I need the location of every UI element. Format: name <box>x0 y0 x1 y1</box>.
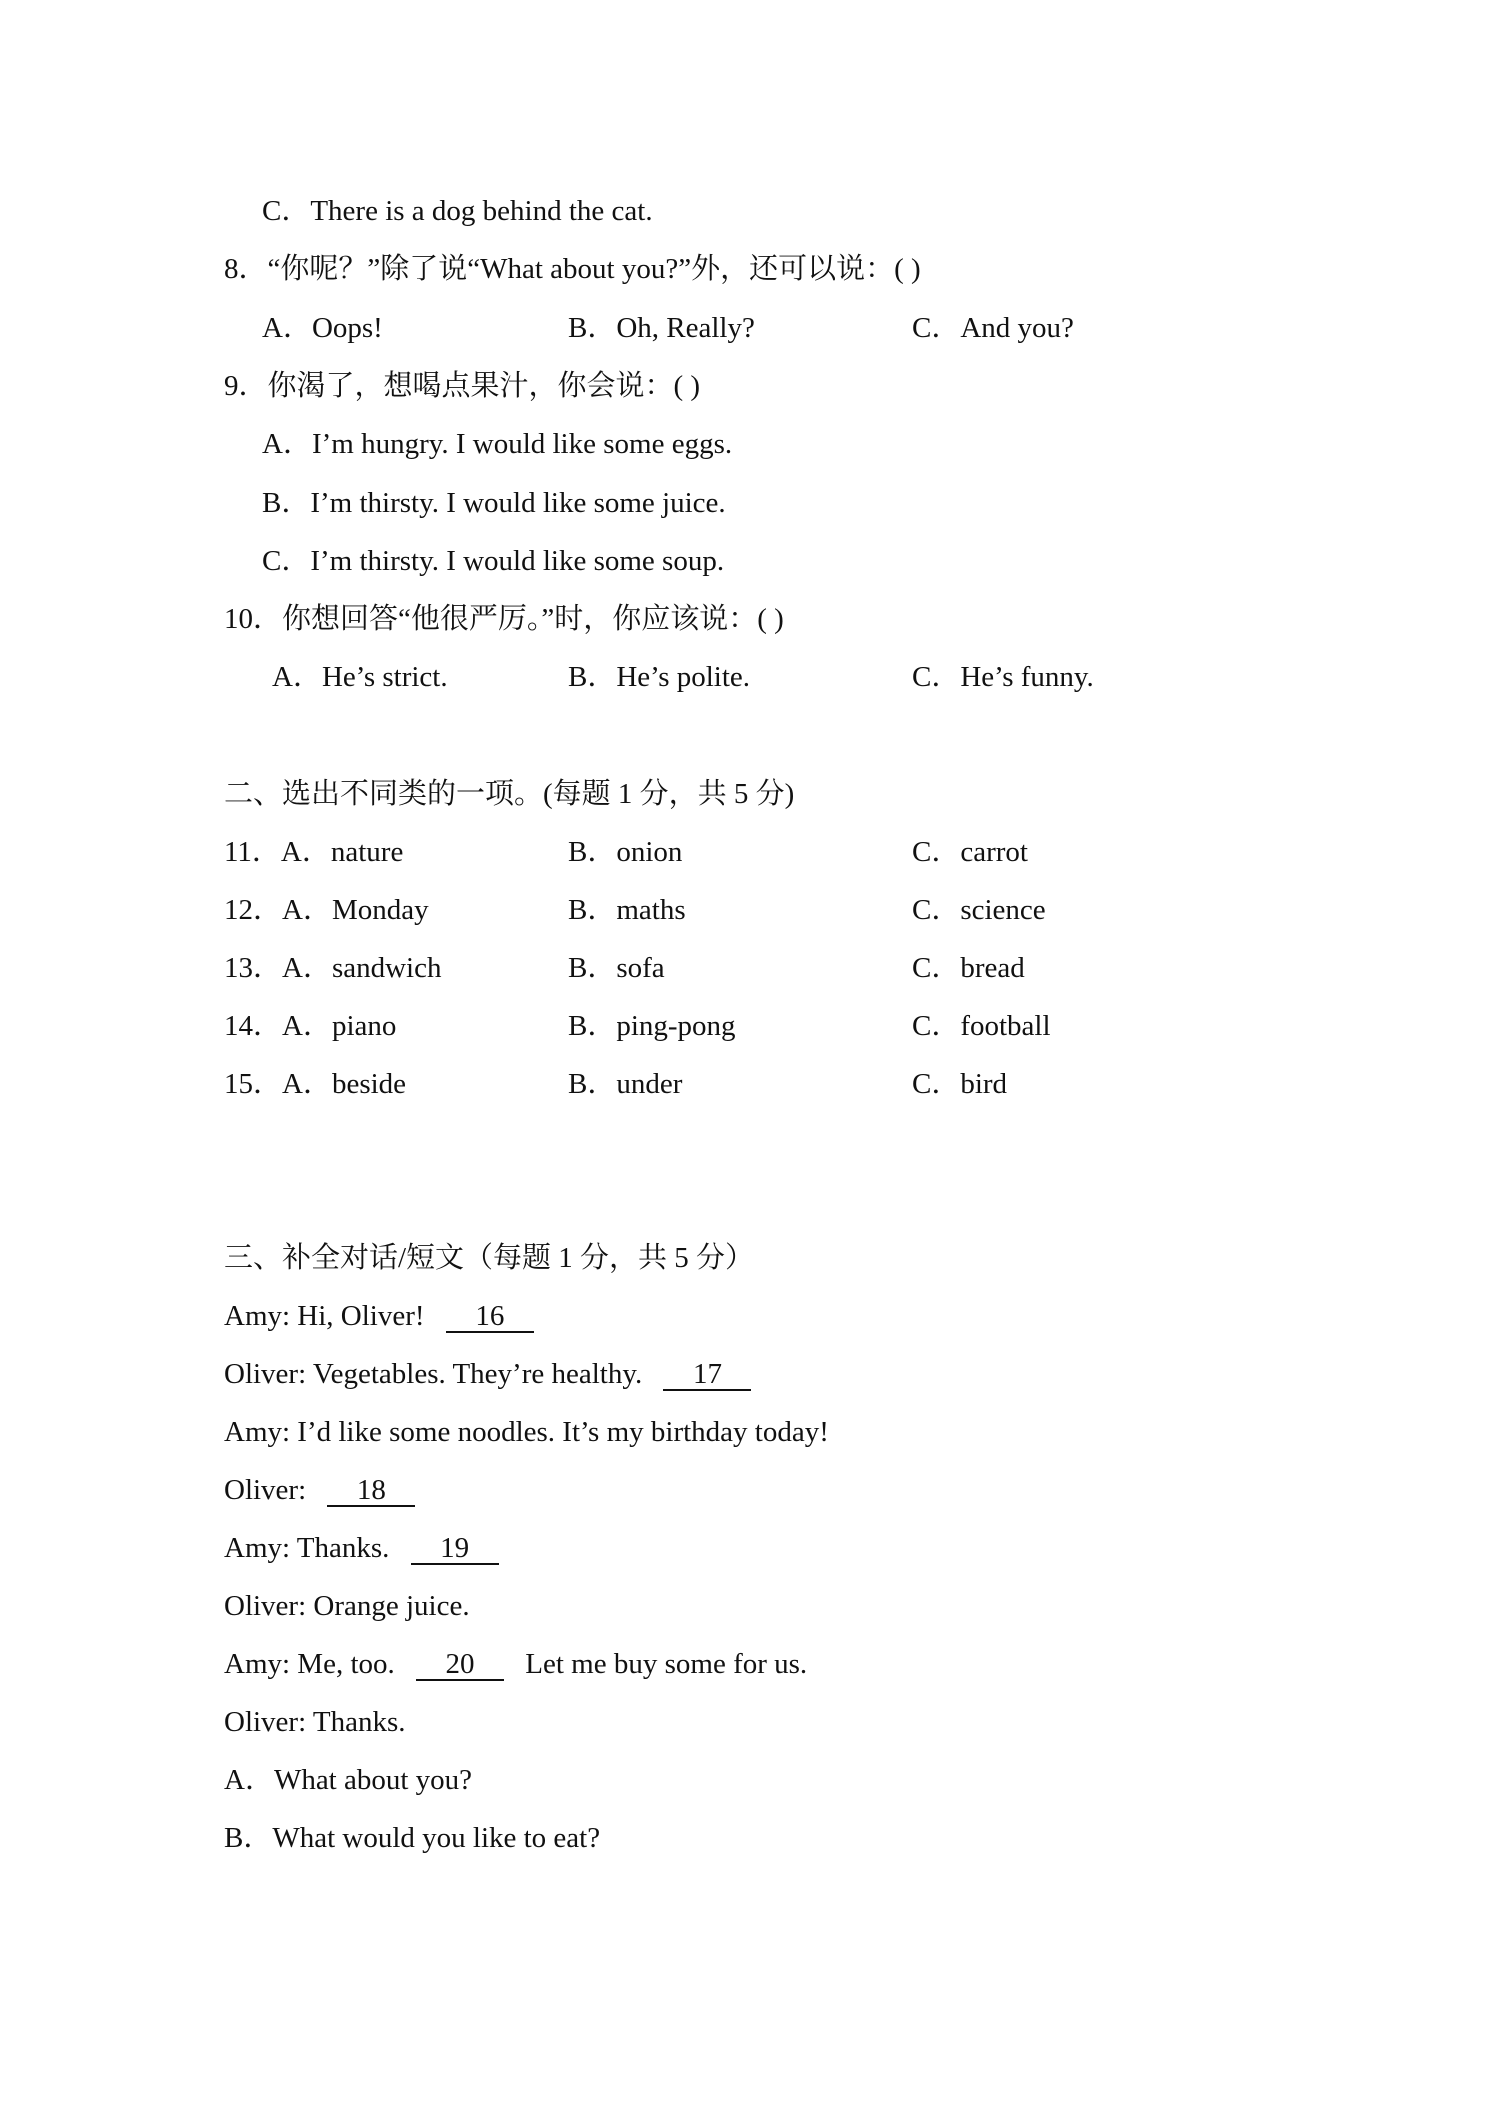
section3-heading: 三、补全对话/短文（每题 1 分，共 5 分） <box>224 1242 755 1274</box>
q7-option-c: C．There is a dog behind the cat. <box>262 195 653 227</box>
q11-option-b: B．onion <box>568 836 683 868</box>
dialogue-text: Amy: Me, too. <box>224 1648 395 1680</box>
q15-option-c: C．bird <box>912 1068 1008 1100</box>
q15-option-a: 15．A．beside <box>224 1068 407 1100</box>
q9-stem: 9．你渴了，想喝点果汁，你会说：( ) <box>224 370 701 402</box>
q8-option-a: A．Oops! <box>262 312 383 344</box>
dialogue-line-6: Oliver: Orange juice. <box>224 1590 470 1622</box>
dialogue-line-8: Oliver: Thanks. <box>224 1706 406 1738</box>
q10-option-b: B．He’s polite. <box>568 661 751 693</box>
dialogue-text: Amy: Thanks. <box>224 1532 390 1564</box>
q14-option-a: 14．A．piano <box>224 1010 397 1042</box>
answer-blank-16[interactable]: 16 <box>446 1301 534 1333</box>
dialogue-line-1 <box>224 1298 534 1334</box>
dialogue-line-3: Amy: I’d like some noodles. It’s my birthday today! <box>224 1416 829 1448</box>
dialogue-line-2 <box>224 1356 751 1392</box>
q10-option-a: A．He’s strict. <box>272 661 448 693</box>
dialogue-text: Oliver: Vegetables. They’re healthy. <box>224 1358 643 1390</box>
dialogue-text: Let me buy some for us. <box>525 1648 808 1680</box>
q10-option-c: C．He’s funny. <box>912 661 1094 693</box>
q9-option-a: A．I’m hungry. I would like some eggs. <box>262 428 733 460</box>
q15-option-b: B．under <box>568 1068 683 1100</box>
q13-option-b: B．sofa <box>568 952 665 984</box>
q13-option-a: 13．A．sandwich <box>224 952 442 984</box>
section3-option-b: B．What would you like to eat? <box>224 1822 601 1854</box>
q11-option-c: C．carrot <box>912 836 1028 868</box>
dialogue-text: Amy: Hi, Oliver! <box>224 1300 425 1332</box>
dialogue-line-7 <box>224 1646 807 1682</box>
answer-blank-18[interactable]: 18 <box>327 1475 415 1507</box>
dialogue-line-4 <box>224 1472 415 1508</box>
section3-option-a: A．What about you? <box>224 1764 473 1796</box>
answer-blank-17[interactable]: 17 <box>663 1359 751 1391</box>
q14-option-b: B．ping-pong <box>568 1010 736 1042</box>
q8-option-b: B．Oh, Really? <box>568 312 755 344</box>
q8-stem: 8．“你呢？”除了说“What about you?”外，还可以说：( ) <box>224 253 921 285</box>
answer-blank-20[interactable]: 20 <box>416 1649 504 1681</box>
q12-option-c: C．science <box>912 894 1046 926</box>
q12-option-a: 12．A．Monday <box>224 894 429 926</box>
q9-option-b: B．I’m thirsty. I would like some juice. <box>262 487 726 519</box>
dialogue-text: Oliver: <box>224 1474 307 1506</box>
q14-option-c: C．football <box>912 1010 1051 1042</box>
answer-blank-19[interactable]: 19 <box>411 1533 499 1565</box>
section2-heading: 二、选出不同类的一项。(每题 1 分，共 5 分) <box>224 778 795 810</box>
q11-option-a: 11．A．nature <box>224 836 404 868</box>
dialogue-line-5 <box>224 1530 499 1566</box>
q8-option-c: C．And you? <box>912 312 1074 344</box>
q10-stem: 10．你想回答“他很严厉。”时，你应该说：( ) <box>224 603 784 635</box>
q13-option-c: C．bread <box>912 952 1025 984</box>
q9-option-c: C．I’m thirsty. I would like some soup. <box>262 545 725 577</box>
q12-option-b: B．maths <box>568 894 686 926</box>
